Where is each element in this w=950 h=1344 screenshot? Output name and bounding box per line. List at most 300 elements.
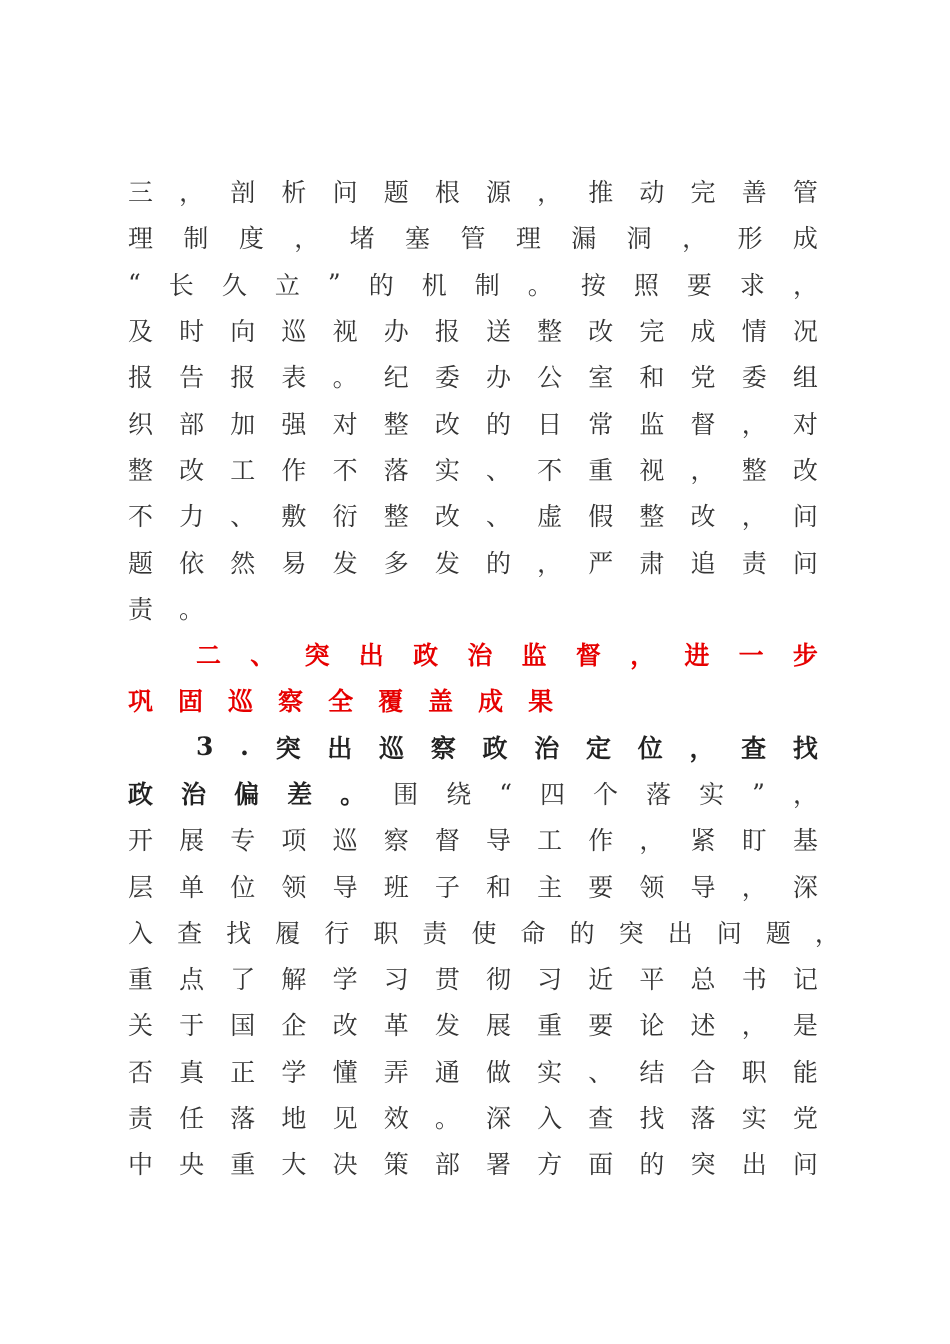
character: 办 <box>485 363 511 393</box>
character: 管 <box>460 224 486 254</box>
character: 紧 <box>690 826 716 856</box>
character: 工 <box>537 826 563 856</box>
character: 责 <box>128 1104 154 1134</box>
character: 部 <box>179 409 205 439</box>
character: 堵 <box>349 224 375 254</box>
character: 结 <box>639 1057 665 1087</box>
character: 盯 <box>741 826 767 856</box>
character: 懂 <box>332 1057 358 1087</box>
character: 求 <box>739 270 765 300</box>
character: 绕 <box>446 780 472 809</box>
character: 巡 <box>332 826 358 856</box>
character: ， <box>814 918 840 948</box>
character: 日 <box>537 409 563 439</box>
paragraph-line <box>128 446 818 492</box>
paragraph-line <box>128 1140 818 1186</box>
character: ， <box>179 178 205 208</box>
character: 革 <box>383 1011 409 1041</box>
character: 单 <box>179 872 205 902</box>
character: ， <box>741 502 767 532</box>
character: 要 <box>686 270 712 300</box>
paragraph-line <box>128 1001 818 1047</box>
character: 合 <box>690 1057 716 1087</box>
character: 开 <box>128 826 154 856</box>
character: 果 <box>528 687 554 717</box>
character: 落 <box>383 455 409 485</box>
character: 总 <box>690 965 716 995</box>
paragraph-line <box>128 1094 818 1140</box>
character: 查 <box>741 733 767 763</box>
character: 、 <box>485 502 511 532</box>
character: 点 <box>179 965 205 995</box>
character: 追 <box>690 548 716 578</box>
character: 不 <box>332 455 358 485</box>
paragraph-line <box>128 492 818 538</box>
character: 动 <box>639 178 665 208</box>
character: 巡 <box>281 317 307 347</box>
character: 固 <box>178 687 204 717</box>
character: 查 <box>177 918 203 948</box>
character: 要 <box>588 1011 614 1041</box>
character-bold: 偏 <box>234 780 260 809</box>
character: 展 <box>485 1011 511 1041</box>
character: 工 <box>230 455 256 485</box>
character: 的 <box>368 270 394 300</box>
character: 作 <box>588 826 614 856</box>
character: 改 <box>434 409 460 439</box>
character: 加 <box>230 409 256 439</box>
paragraph-line <box>128 955 818 1001</box>
character: 的 <box>639 1150 665 1180</box>
character: 问 <box>792 1150 818 1180</box>
character: 报 <box>230 363 256 393</box>
character: 衍 <box>332 502 358 532</box>
paragraph-line-last <box>128 585 818 631</box>
character: 不 <box>537 455 563 485</box>
character: 位 <box>230 872 256 902</box>
character-bold: 。 <box>340 780 366 809</box>
character: 定 <box>585 733 611 763</box>
character: 实 <box>741 1104 767 1134</box>
character: 重 <box>588 455 614 485</box>
character: 肃 <box>639 548 665 578</box>
character: 漏 <box>571 224 597 254</box>
character: ， <box>792 270 818 300</box>
character: 导 <box>485 826 511 856</box>
document-body <box>128 168 840 1187</box>
character: 善 <box>741 178 767 208</box>
character-bold: 差 <box>287 780 313 809</box>
character: 实 <box>537 1057 563 1087</box>
character: 使 <box>471 918 497 948</box>
character: 塞 <box>405 224 431 254</box>
character: 和 <box>485 872 511 902</box>
character: 理 <box>515 224 541 254</box>
character: 主 <box>537 872 563 902</box>
character: 导 <box>332 872 358 902</box>
character: 室 <box>588 363 614 393</box>
character: 效 <box>383 1104 409 1134</box>
character: 然 <box>230 548 256 578</box>
character: 。 <box>527 270 553 300</box>
character: 任 <box>179 1104 205 1134</box>
character: 制 <box>474 270 500 300</box>
character: 通 <box>434 1057 460 1087</box>
character: 项 <box>281 826 307 856</box>
character: 见 <box>332 1104 358 1134</box>
character: 问 <box>716 918 742 948</box>
character: 送 <box>485 317 511 347</box>
character: 弄 <box>383 1057 409 1087</box>
character: 、 <box>485 455 511 485</box>
character: 委 <box>741 363 767 393</box>
character: 整 <box>128 455 154 485</box>
character: 全 <box>328 687 354 717</box>
character: 正 <box>230 1057 256 1087</box>
character: 责 <box>128 594 154 624</box>
character: ， <box>537 178 563 208</box>
character: 强 <box>281 409 307 439</box>
character: 领 <box>281 872 307 902</box>
character: 机 <box>421 270 447 300</box>
character: 党 <box>690 363 716 393</box>
character: 立 <box>274 270 300 300</box>
character: 监 <box>521 641 547 671</box>
character: 题 <box>383 178 409 208</box>
character: ” <box>752 778 765 808</box>
character: 剖 <box>230 178 256 208</box>
character: 完 <box>690 178 716 208</box>
paragraph-line <box>128 909 840 955</box>
character: 易 <box>281 548 307 578</box>
character: 表 <box>281 363 307 393</box>
character: 成 <box>792 224 818 254</box>
character: “ <box>499 778 512 808</box>
character: 严 <box>588 548 614 578</box>
character: 向 <box>230 317 256 347</box>
character: 央 <box>179 1150 205 1180</box>
character: 巡 <box>228 687 254 717</box>
character: 地 <box>281 1104 307 1134</box>
character: 、 <box>588 1057 614 1087</box>
character: 突 <box>690 1150 716 1180</box>
character: 习 <box>383 965 409 995</box>
paragraph-line <box>128 816 818 862</box>
character: 的 <box>485 409 511 439</box>
character: . <box>240 732 249 762</box>
character: 落 <box>646 780 672 809</box>
character: 了 <box>230 965 256 995</box>
character: 问 <box>332 178 358 208</box>
character: 依 <box>179 548 205 578</box>
character: 二 <box>196 641 222 671</box>
character: 、 <box>230 502 256 532</box>
character: ， <box>689 733 715 763</box>
character: 展 <box>179 826 205 856</box>
character: ， <box>639 826 665 856</box>
character: 责 <box>741 548 767 578</box>
character: 组 <box>792 363 818 393</box>
character: 源 <box>485 178 511 208</box>
character: 改 <box>690 502 716 532</box>
character: 专 <box>230 826 256 856</box>
character: 整 <box>383 502 409 532</box>
character: 重 <box>537 1011 563 1041</box>
character: 署 <box>485 1150 511 1180</box>
character: 策 <box>383 1150 409 1180</box>
character: 入 <box>128 918 154 948</box>
character: 改 <box>179 455 205 485</box>
character: 和 <box>639 363 665 393</box>
character: 围 <box>393 780 419 809</box>
character: 子 <box>434 872 460 902</box>
character: 导 <box>690 872 716 902</box>
character: 重 <box>128 965 154 995</box>
character: 覆 <box>378 687 404 717</box>
character: 假 <box>588 502 614 532</box>
character: 整 <box>537 317 563 347</box>
character: 问 <box>792 502 818 532</box>
character: 找 <box>639 1104 665 1134</box>
character: 深 <box>792 872 818 902</box>
character: 。 <box>332 363 358 393</box>
character: 察 <box>383 826 409 856</box>
character: ” <box>327 269 341 299</box>
character: 常 <box>588 409 614 439</box>
character: 告 <box>179 363 205 393</box>
character: ， <box>682 224 708 254</box>
character: 问 <box>792 548 818 578</box>
character: 监 <box>639 409 665 439</box>
character: 是 <box>792 1011 818 1041</box>
character: 治 <box>534 733 560 763</box>
character: 发 <box>434 1011 460 1041</box>
character: 况 <box>792 317 818 347</box>
character: 政 <box>482 733 508 763</box>
character: 查 <box>588 1104 614 1134</box>
character: 题 <box>128 548 154 578</box>
character: 照 <box>633 270 659 300</box>
character: 公 <box>537 363 563 393</box>
character: 关 <box>128 1011 154 1041</box>
character: 学 <box>332 965 358 995</box>
character: 理 <box>128 224 154 254</box>
character: 按 <box>580 270 606 300</box>
character: 三 <box>128 178 154 208</box>
character: 时 <box>179 317 205 347</box>
character: 改 <box>792 455 818 485</box>
character: 巡 <box>379 733 405 763</box>
character: 党 <box>792 1104 818 1134</box>
character: ， <box>690 455 716 485</box>
character: 出 <box>741 1150 767 1180</box>
character: 近 <box>588 965 614 995</box>
character: 改 <box>332 1011 358 1041</box>
character: 多 <box>383 548 409 578</box>
character: 要 <box>588 872 614 902</box>
character: 否 <box>128 1057 154 1087</box>
paragraph-line <box>128 538 818 584</box>
item-three-title <box>128 724 818 770</box>
character: 找 <box>792 733 818 763</box>
character: 找 <box>226 918 252 948</box>
character: 报 <box>434 317 460 347</box>
character: 彻 <box>485 965 511 995</box>
character: 情 <box>741 317 767 347</box>
character: 制 <box>183 224 209 254</box>
character: 出 <box>667 918 693 948</box>
character: 根 <box>434 178 460 208</box>
character: 企 <box>281 1011 307 1041</box>
character: 步 <box>792 641 818 671</box>
character: 对 <box>332 409 358 439</box>
character: 位 <box>637 733 663 763</box>
character: 实 <box>699 780 725 809</box>
character: 职 <box>741 1057 767 1087</box>
character: 视 <box>332 317 358 347</box>
character-bold: 治 <box>181 780 207 809</box>
character: 巩 <box>128 687 154 717</box>
character: 述 <box>690 1011 716 1041</box>
character: 整 <box>639 502 665 532</box>
paragraph-line <box>128 1048 818 1094</box>
character: 平 <box>639 965 665 995</box>
character: 察 <box>430 733 456 763</box>
character: 不 <box>128 502 154 532</box>
character: 督 <box>434 826 460 856</box>
character: 领 <box>639 872 665 902</box>
character: 对 <box>792 409 818 439</box>
character: 落 <box>690 1104 716 1134</box>
paragraph-line <box>128 214 818 260</box>
item-three-title-line-two <box>128 770 818 816</box>
character: 成 <box>690 317 716 347</box>
character: 方 <box>537 1150 563 1180</box>
character: 。 <box>179 594 205 624</box>
character: 个 <box>593 780 619 809</box>
character: 督 <box>690 409 716 439</box>
character: 治 <box>467 641 493 671</box>
character: ， <box>741 872 767 902</box>
character: ， <box>537 548 563 578</box>
character: ， <box>630 641 656 671</box>
character: 发 <box>332 548 358 578</box>
character: 记 <box>792 965 818 995</box>
character: 做 <box>485 1057 511 1087</box>
character: 于 <box>179 1011 205 1041</box>
character: 作 <box>281 455 307 485</box>
character: 推 <box>588 178 614 208</box>
character: 整 <box>741 455 767 485</box>
character: 中 <box>128 1150 154 1180</box>
character: 国 <box>230 1011 256 1041</box>
character: 虚 <box>537 502 563 532</box>
character: 突 <box>275 733 301 763</box>
paragraph-line <box>128 862 818 908</box>
character: 入 <box>537 1104 563 1134</box>
character: 长 <box>168 270 194 300</box>
character: ， <box>741 1011 767 1041</box>
paragraph-line <box>128 168 818 214</box>
character: 突 <box>618 918 644 948</box>
character: 论 <box>639 1011 665 1041</box>
character: 进 <box>684 641 710 671</box>
character: 发 <box>434 548 460 578</box>
character: 突 <box>304 641 330 671</box>
character: 改 <box>588 317 614 347</box>
character: 实 <box>434 455 460 485</box>
paragraph-line <box>128 261 818 307</box>
paragraph-line <box>128 399 818 445</box>
character: 洞 <box>626 224 652 254</box>
character: 落 <box>230 1104 256 1134</box>
character: 行 <box>324 918 350 948</box>
character: 命 <box>520 918 546 948</box>
character: 、 <box>250 641 276 671</box>
character: 书 <box>741 965 767 995</box>
character: 纪 <box>383 363 409 393</box>
character: ， <box>792 780 818 809</box>
character: 层 <box>128 872 154 902</box>
character: 部 <box>434 1150 460 1180</box>
character: 盖 <box>428 687 454 717</box>
character: ， <box>741 409 767 439</box>
character: 视 <box>639 455 665 485</box>
character: 3 <box>196 732 214 762</box>
character: 。 <box>434 1104 460 1134</box>
character: 形 <box>737 224 763 254</box>
character: 出 <box>358 641 384 671</box>
character-bold: 政 <box>128 780 154 809</box>
character: 贯 <box>434 965 460 995</box>
character: 成 <box>478 687 504 717</box>
character: 习 <box>537 965 563 995</box>
character: 及 <box>128 317 154 347</box>
character: 学 <box>281 1057 307 1087</box>
character: 一 <box>738 641 764 671</box>
character: 完 <box>639 317 665 347</box>
character: 委 <box>434 363 460 393</box>
character: 的 <box>569 918 595 948</box>
paragraph-line <box>128 353 818 399</box>
character: 履 <box>275 918 301 948</box>
character: 出 <box>327 733 353 763</box>
character: 四 <box>540 780 566 809</box>
character: 敷 <box>281 502 307 532</box>
character: 久 <box>221 270 247 300</box>
character: 决 <box>332 1150 358 1180</box>
character: 政 <box>413 641 439 671</box>
character: 职 <box>373 918 399 948</box>
section-heading-line-one <box>128 631 818 677</box>
character: 的 <box>485 548 511 578</box>
character: 管 <box>792 178 818 208</box>
character: 察 <box>278 687 304 717</box>
character: ， <box>294 224 320 254</box>
character: 织 <box>128 409 154 439</box>
character: 面 <box>588 1150 614 1180</box>
character: 办 <box>383 317 409 347</box>
character: 能 <box>792 1057 818 1087</box>
character: 班 <box>383 872 409 902</box>
character: 真 <box>179 1057 205 1087</box>
character: 大 <box>281 1150 307 1180</box>
character: 重 <box>230 1150 256 1180</box>
character: 改 <box>434 502 460 532</box>
character: 解 <box>281 965 307 995</box>
character: 深 <box>485 1104 511 1134</box>
character: 报 <box>128 363 154 393</box>
